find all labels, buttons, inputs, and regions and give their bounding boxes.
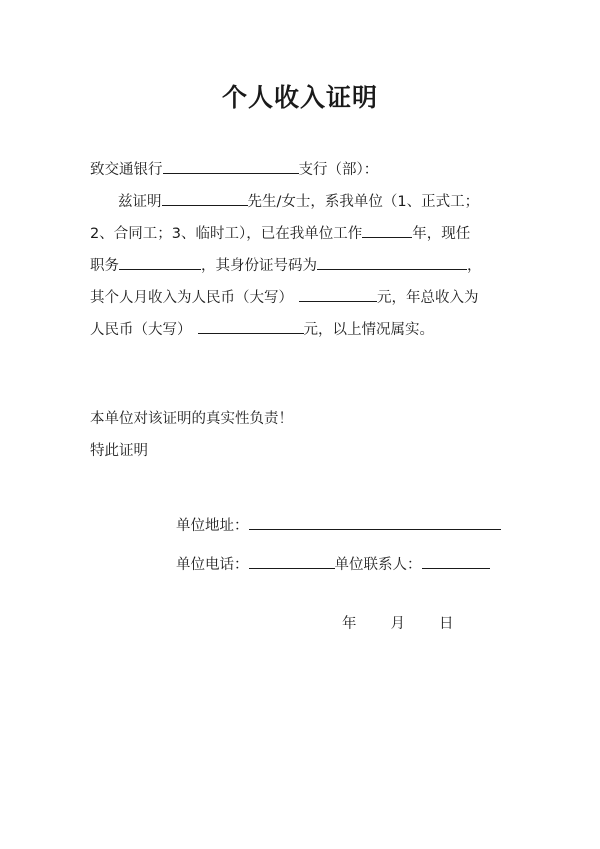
phone-row xyxy=(176,553,490,573)
hereby-certify: 特此证明 xyxy=(90,443,148,459)
years-blank[interactable] xyxy=(362,222,412,238)
annual-income-label: 元，年总收入为 xyxy=(377,290,479,306)
annual-income-currency: 人民币（大写） xyxy=(90,322,192,338)
address-blank[interactable] xyxy=(249,514,501,530)
page-title: 个人收入证明 xyxy=(221,83,378,112)
contact-label: 单位联系人： xyxy=(334,557,422,573)
body-line-2 xyxy=(118,190,479,210)
name-blank[interactable] xyxy=(162,190,248,206)
position-blank[interactable] xyxy=(119,254,201,270)
employment-type-text: 2、合同工；3、临时工），已在我单位工作 xyxy=(90,226,363,242)
id-number-blank[interactable] xyxy=(317,254,467,270)
years-suffix: 年，现任 xyxy=(412,226,471,242)
date-row xyxy=(342,614,454,634)
address-row xyxy=(176,514,501,534)
id-label: ，其身份证号码为 xyxy=(201,258,317,274)
phone-label: 单位电话： xyxy=(176,557,249,573)
branch-suffix: 支行（部）： xyxy=(298,162,379,178)
day-label: 日 xyxy=(439,616,454,632)
monthly-income-label: 其个人月收入为人民币（大写） xyxy=(90,290,293,306)
phone-blank[interactable] xyxy=(249,553,335,569)
certify-label: 兹证明 xyxy=(118,194,162,210)
body-line-5 xyxy=(90,286,479,306)
employment-text: 先生/女士，系我单位（1、正式工； xyxy=(247,194,480,210)
body-line-4 xyxy=(90,254,482,274)
closing-text: 元，以上情况属实。 xyxy=(303,322,434,338)
year-label: 年 xyxy=(342,616,357,632)
position-label: 职务 xyxy=(90,258,119,274)
responsibility-statement: 本单位对该证明的真实性负责！ xyxy=(90,411,293,427)
id-suffix: ， xyxy=(467,258,482,274)
month-label: 月 xyxy=(390,616,405,632)
body-line-1 xyxy=(90,158,378,178)
bank-branch-blank[interactable] xyxy=(163,158,299,174)
body-line-3 xyxy=(90,222,470,242)
contact-blank[interactable] xyxy=(422,553,490,569)
address-label: 单位地址： xyxy=(176,518,249,534)
annual-income-blank[interactable] xyxy=(198,318,304,334)
bank-label: 致交通银行 xyxy=(90,162,163,178)
body-line-6 xyxy=(90,318,434,338)
monthly-income-blank[interactable] xyxy=(299,286,377,302)
